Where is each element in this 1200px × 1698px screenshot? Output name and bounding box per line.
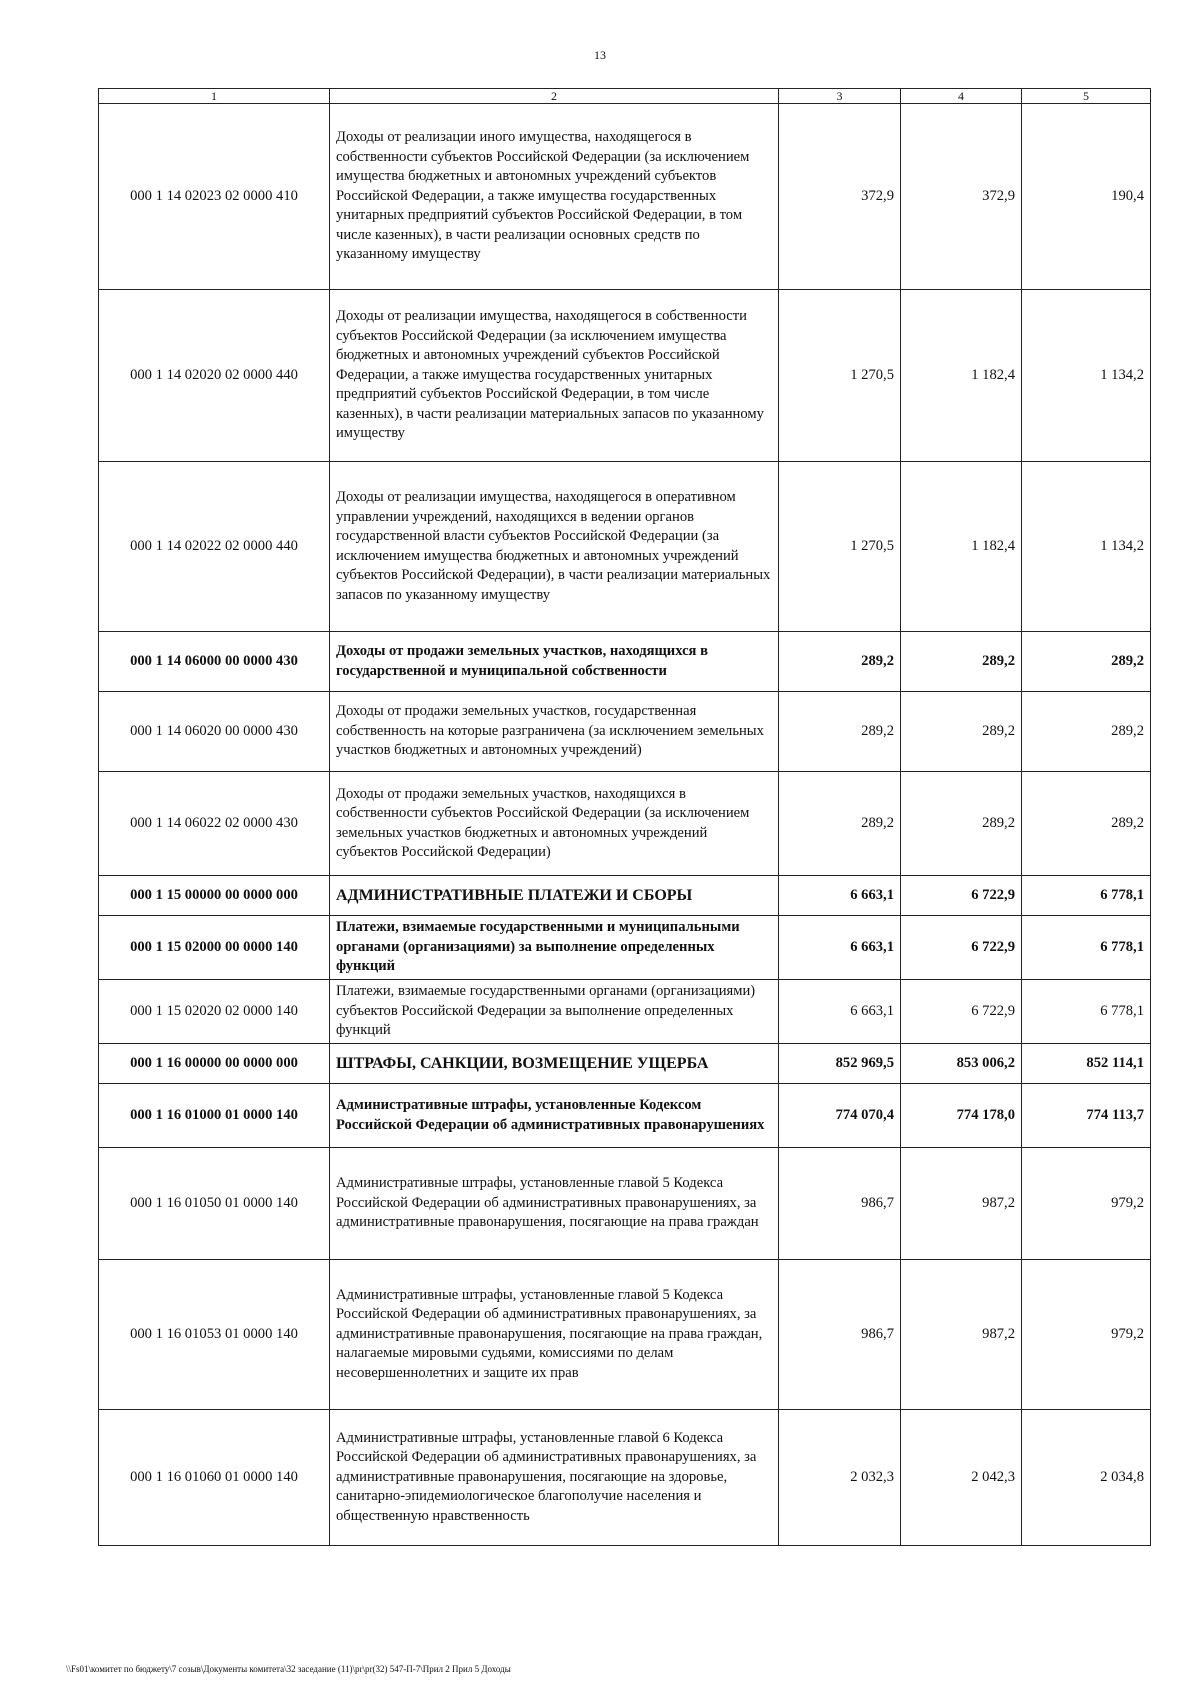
description-cell: АДМИНИСТРАТИВНЫЕ ПЛАТЕЖИ И СБОРЫ <box>330 876 779 916</box>
budget-code-cell: 000 1 16 01060 01 0000 140 <box>99 1410 330 1546</box>
description-cell: Административные штрафы, установленные главой 5 Кодекса Российской Федерации об административных правонарушениях, за административные правонарушения, посягающие на права граждан, налагаемые мировыми судьями, комиссиями по делам несовершеннолетних и защите их прав <box>330 1260 779 1410</box>
budget-code-cell: 000 1 15 02020 02 0000 140 <box>99 980 330 1044</box>
value-col5-cell: 190,4 <box>1022 104 1151 290</box>
revenue-table <box>98 88 1151 1546</box>
value-col4-cell: 289,2 <box>901 772 1022 876</box>
budget-code-cell: 000 1 16 01050 01 0000 140 <box>99 1148 330 1260</box>
table-row <box>99 772 1151 876</box>
value-col4-cell: 1 182,4 <box>901 462 1022 632</box>
value-col3-cell: 289,2 <box>779 772 901 876</box>
description-cell: ШТРАФЫ, САНКЦИИ, ВОЗМЕЩЕНИЕ УЩЕРБА <box>330 1044 779 1084</box>
value-col4-cell: 372,9 <box>901 104 1022 290</box>
value-col5-cell: 289,2 <box>1022 692 1151 772</box>
description-cell: Доходы от реализации имущества, находящегося в оперативном управлении учреждений, находящихся в ведении органов государственной власти субъектов Российской Федерации (за исключением имущества бюджетных и автономных учреждений субъектов Российской Федерации), в части реализации материальных запасов по указанному имуществу <box>330 462 779 632</box>
value-col5-cell: 852 114,1 <box>1022 1044 1151 1084</box>
value-col4-cell: 774 178,0 <box>901 1084 1022 1148</box>
table-row <box>99 692 1151 772</box>
value-col3-cell: 289,2 <box>779 692 901 772</box>
value-col5-cell: 289,2 <box>1022 772 1151 876</box>
description-cell: Доходы от продажи земельных участков, находящихся в собственности субъектов Российской Федерации (за исключением земельных участков бюджетных и автономных учреждений субъектов Российской Федерации) <box>330 772 779 876</box>
description-cell: Доходы от продажи земельных участков, государственная собственность на которые разграничена (за исключением земельных участков бюджетных и автономных учреждений) <box>330 692 779 772</box>
column-header: 2 <box>330 89 779 104</box>
description-cell: Доходы от реализации имущества, находящегося в собственности субъектов Российской Федерации (за исключением имущества бюджетных и автономных учреждений субъектов Российской Федерации, а также имущества государственных унитарных предприятий субъектов Российской Федерации, в том числе казенных), в части реализации материальных запасов по указанному имуществу <box>330 290 779 462</box>
table-row <box>99 104 1151 290</box>
value-col4-cell: 6 722,9 <box>901 876 1022 916</box>
value-col5-cell: 1 134,2 <box>1022 462 1151 632</box>
table-row <box>99 1410 1151 1546</box>
description-cell: Платежи, взимаемые государственными и муниципальными органами (организациями) за выполнение определенных функций <box>330 916 779 980</box>
table-row <box>99 632 1151 692</box>
description-cell: Платежи, взимаемые государственными органами (организациями) субъектов Российской Федерации за выполнение определенных функций <box>330 980 779 1044</box>
value-col3-cell: 774 070,4 <box>779 1084 901 1148</box>
value-col3-cell: 6 663,1 <box>779 980 901 1044</box>
value-col4-cell: 853 006,2 <box>901 1044 1022 1084</box>
description-cell: Административные штрафы, установленные главой 5 Кодекса Российской Федерации об административных правонарушениях, за административные правонарушения, посягающие на права граждан <box>330 1148 779 1260</box>
description-cell: Административные штрафы, установленные главой 6 Кодекса Российской Федерации об административных правонарушениях, за административные правонарушения, посягающие на здоровье, санитарно-эпидемиологическое благополучие населения и общественную нравственность <box>330 1410 779 1546</box>
value-col5-cell: 289,2 <box>1022 632 1151 692</box>
budget-code-cell: 000 1 16 01000 01 0000 140 <box>99 1084 330 1148</box>
value-col4-cell: 289,2 <box>901 632 1022 692</box>
budget-code-cell: 000 1 15 02000 00 0000 140 <box>99 916 330 980</box>
budget-code-cell: 000 1 15 00000 00 0000 000 <box>99 876 330 916</box>
value-col4-cell: 6 722,9 <box>901 980 1022 1044</box>
value-col3-cell: 852 969,5 <box>779 1044 901 1084</box>
value-col3-cell: 1 270,5 <box>779 290 901 462</box>
value-col4-cell: 289,2 <box>901 692 1022 772</box>
value-col5-cell: 979,2 <box>1022 1260 1151 1410</box>
value-col4-cell: 987,2 <box>901 1148 1022 1260</box>
table-row <box>99 1148 1151 1260</box>
budget-code-cell: 000 1 14 06000 00 0000 430 <box>99 632 330 692</box>
value-col3-cell: 372,9 <box>779 104 901 290</box>
value-col3-cell: 6 663,1 <box>779 876 901 916</box>
budget-code-cell: 000 1 14 06020 00 0000 430 <box>99 692 330 772</box>
page-number: 13 <box>594 48 606 62</box>
value-col5-cell: 979,2 <box>1022 1148 1151 1260</box>
table-row <box>99 876 1151 916</box>
value-col3-cell: 1 270,5 <box>779 462 901 632</box>
header-row <box>99 89 1151 104</box>
table-row <box>99 1084 1151 1148</box>
budget-code-cell: 000 1 14 06022 02 0000 430 <box>99 772 330 876</box>
value-col4-cell: 1 182,4 <box>901 290 1022 462</box>
budget-code-cell: 000 1 14 02022 02 0000 440 <box>99 462 330 632</box>
table-row <box>99 1260 1151 1410</box>
value-col4-cell: 6 722,9 <box>901 916 1022 980</box>
value-col5-cell: 1 134,2 <box>1022 290 1151 462</box>
value-col4-cell: 2 042,3 <box>901 1410 1022 1546</box>
budget-code-cell: 000 1 14 02023 02 0000 410 <box>99 104 330 290</box>
table-row <box>99 1044 1151 1084</box>
value-col4-cell: 987,2 <box>901 1260 1022 1410</box>
column-header: 1 <box>99 89 330 104</box>
table-row <box>99 916 1151 980</box>
budget-code-cell: 000 1 16 01053 01 0000 140 <box>99 1260 330 1410</box>
column-header: 4 <box>901 89 1022 104</box>
value-col3-cell: 986,7 <box>779 1260 901 1410</box>
value-col5-cell: 6 778,1 <box>1022 876 1151 916</box>
value-col5-cell: 6 778,1 <box>1022 916 1151 980</box>
value-col3-cell: 289,2 <box>779 632 901 692</box>
value-col3-cell: 2 032,3 <box>779 1410 901 1546</box>
table-row <box>99 980 1151 1044</box>
value-col5-cell: 2 034,8 <box>1022 1410 1151 1546</box>
table-row <box>99 462 1151 632</box>
column-header: 3 <box>779 89 901 104</box>
table-row <box>99 290 1151 462</box>
column-header: 5 <box>1022 89 1151 104</box>
description-cell: Административные штрафы, установленные Кодексом Российской Федерации об административных правонарушениях <box>330 1084 779 1148</box>
value-col5-cell: 6 778,1 <box>1022 980 1151 1044</box>
footer-file-path: \\Fs01\комитет по бюджету\7 созыв\Документы комитета\32 заседание (11)\pr\pr(32) 547-П-7\Прил 2 Прил 5 Доходы <box>66 1664 511 1674</box>
value-col3-cell: 6 663,1 <box>779 916 901 980</box>
description-cell: Доходы от реализации иного имущества, находящегося в собственности субъектов Российской Федерации (за исключением имущества бюджетных и автономных учреждений субъектов Российской Федерации, а также имущества государственных унитарных предприятий субъектов Российской Федерации, в том числе казенных), в части реализации основных средств по указанному имуществу <box>330 104 779 290</box>
value-col5-cell: 774 113,7 <box>1022 1084 1151 1148</box>
budget-code-cell: 000 1 16 00000 00 0000 000 <box>99 1044 330 1084</box>
value-col3-cell: 986,7 <box>779 1148 901 1260</box>
budget-code-cell: 000 1 14 02020 02 0000 440 <box>99 290 330 462</box>
description-cell: Доходы от продажи земельных участков, находящихся в государственной и муниципальной собственности <box>330 632 779 692</box>
